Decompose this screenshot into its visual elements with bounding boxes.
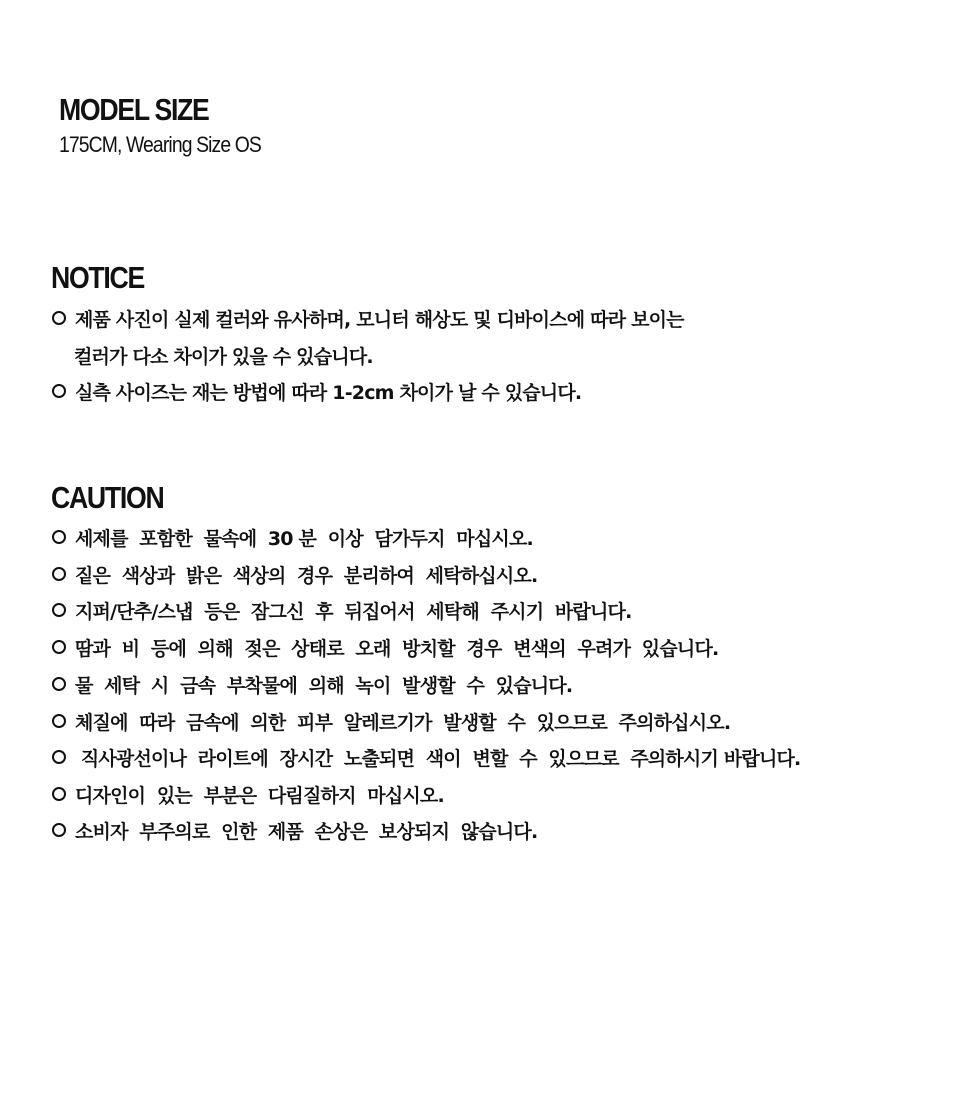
caution-title: CAUTION xyxy=(51,480,164,515)
caution-item xyxy=(52,815,537,845)
caution-item xyxy=(52,632,718,662)
bullet-circle-icon xyxy=(52,603,66,617)
notice-item-continuation xyxy=(74,340,373,370)
caution-item xyxy=(52,595,632,625)
notice-title: NOTICE xyxy=(51,260,144,295)
caution-item xyxy=(52,669,572,699)
bullet-circle-icon xyxy=(52,567,66,581)
model-size-detail: 175CM, Wearing Size OS xyxy=(59,132,261,157)
caution-item-text: 짙은 색상과 밝은 색상의 경우 분리하여 세탁하십시오. xyxy=(75,564,538,587)
notice-item-text: 컬러가 다소 차이가 있을 수 있습니다. xyxy=(74,345,373,368)
bullet-circle-icon xyxy=(52,640,66,654)
model-size-title: MODEL SIZE xyxy=(59,92,209,127)
caution-item-text: 지퍼/단추/스냅 등은 잠그신 후 뒤집어서 세탁해 주시기 바랍니다. xyxy=(75,600,632,623)
caution-item-text: 체질에 따라 금속에 의한 피부 알레르기가 발생할 수 있으므로 주의하십시오. xyxy=(75,711,731,734)
caution-item xyxy=(52,779,444,809)
caution-item-text: 땀과 비 등에 의해 젖은 상태로 오래 방치할 경우 변색의 우려가 있습니다. xyxy=(75,637,719,660)
bullet-circle-icon xyxy=(52,787,66,801)
caution-item-text: 소비자 부주의로 인한 제품 손상은 보상되지 않습니다. xyxy=(75,820,538,843)
caution-item-text: 세제를 포함한 물속에 30 분 이상 담가두지 마십시오. xyxy=(75,527,533,550)
caution-item xyxy=(52,559,537,589)
caution-item xyxy=(52,742,800,772)
notice-item xyxy=(52,376,581,406)
caution-item xyxy=(52,522,533,552)
bullet-circle-icon xyxy=(52,384,66,398)
notice-item-text: 실측 사이즈는 재는 방법에 따라 1-2cm 차이가 날 수 있습니다. xyxy=(75,381,582,404)
bullet-circle-icon xyxy=(52,750,66,764)
notice-item-text: 제품 사진이 실제 컬러와 유사하며, 모니터 해상도 및 디바이스에 따라 보이는 xyxy=(75,308,684,331)
caution-item-text: 디자인이 있는 부분은 다림질하지 마십시오. xyxy=(75,784,444,807)
bullet-circle-icon xyxy=(52,530,66,544)
bullet-circle-icon xyxy=(52,311,66,325)
bullet-circle-icon xyxy=(52,677,66,691)
bullet-circle-icon xyxy=(52,714,66,728)
bullet-circle-icon xyxy=(52,823,66,837)
caution-item xyxy=(52,706,730,736)
caution-item-text: 물 세탁 시 금속 부착물에 의해 녹이 발생할 수 있습니다. xyxy=(75,674,573,697)
caution-item-text: 직사광선이나 라이트에 장시간 노출되면 색이 변할 수 있으므로 주의하시기 바랍니다. xyxy=(75,747,801,770)
notice-item xyxy=(52,303,684,333)
